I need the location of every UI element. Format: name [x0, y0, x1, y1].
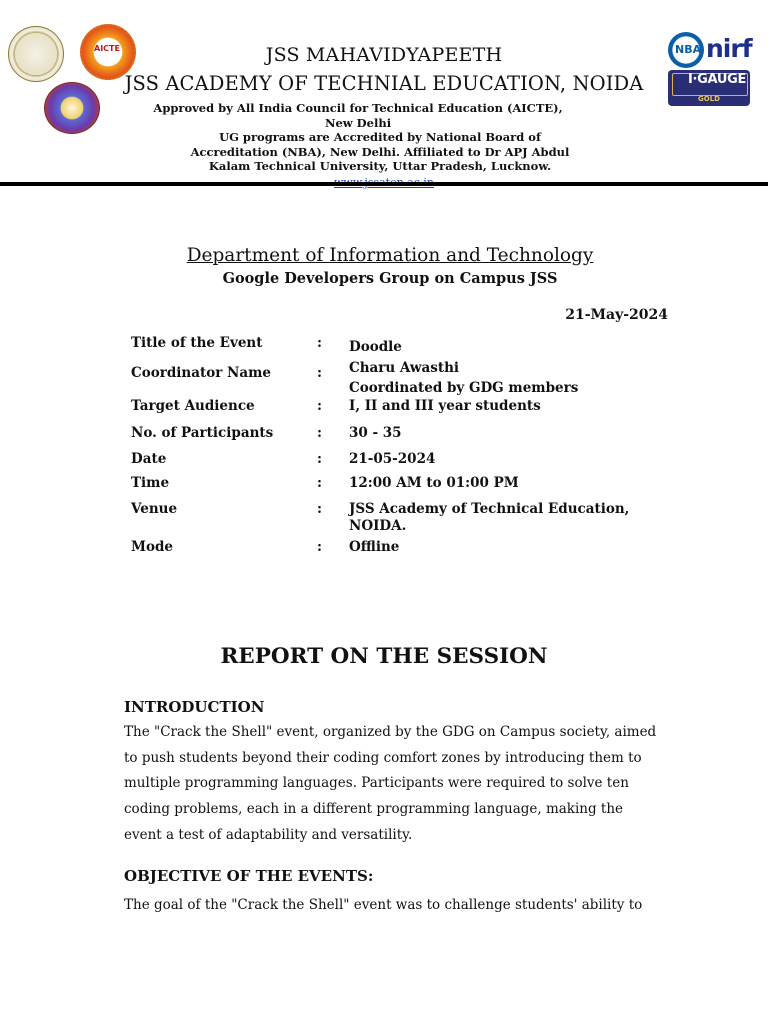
igauge-grade: GOLD: [698, 95, 720, 103]
nirf-logo: nirf: [706, 34, 752, 63]
detail-colon: :: [317, 365, 322, 381]
igauge-logo: [668, 70, 750, 106]
university-emblem-logo: [44, 82, 100, 134]
report-date: 21-May-2024: [565, 307, 668, 323]
jss-noida-logo: [8, 26, 64, 82]
objective-heading: OBJECTIVE OF THE EVENTS:: [124, 867, 374, 885]
detail-label: Time: [131, 475, 170, 491]
detail-value: 12:00 AM to 01:00 PM: [349, 475, 519, 491]
detail-label: Venue: [131, 501, 178, 517]
introduction-heading: INTRODUCTION: [124, 698, 265, 716]
detail-value-secondary: NOIDA.: [349, 518, 407, 534]
detail-colon: :: [317, 425, 322, 441]
detail-label: Mode: [131, 539, 173, 555]
detail-value: I, II and III year students: [349, 398, 541, 414]
detail-colon: :: [317, 475, 322, 491]
detail-colon: :: [317, 335, 322, 351]
college-name: JSS ACADEMY OF TECHNIAL EDUCATION, NOIDA: [124, 72, 644, 95]
approval-note: Approved by All India Council for Technical Education (AICTE), New Delhi: [153, 101, 563, 130]
detail-label: No. of Participants: [131, 425, 274, 441]
detail-label: Coordinator Name: [131, 365, 272, 381]
detail-value: Offline: [349, 539, 400, 555]
objective-paragraph: The goal of the "Crack the Shell" event was to challenge students' ability to: [124, 897, 643, 913]
detail-value: 30 - 35: [349, 425, 402, 441]
detail-colon: :: [317, 501, 322, 517]
igauge-logo-text: I·GAUGE: [688, 72, 747, 87]
aicte-logo-text: AICTE: [94, 44, 120, 53]
detail-value: JSS Academy of Technical Education,: [349, 501, 630, 517]
detail-value: Doodle: [349, 339, 402, 355]
accreditation-note: UG programs are Accredited by National Board of Accreditation (NBA), New Delhi. Affiliated to Dr APJ Abdul Kalam Technical University, Uttar Pradesh, Lucknow.: [190, 130, 570, 173]
detail-value: Charu Awasthi: [349, 360, 460, 376]
detail-colon: :: [317, 398, 322, 414]
department-name: Department of Information and Technology: [186, 245, 594, 266]
detail-label: Date: [131, 451, 167, 467]
detail-label: Title of the Event: [131, 335, 263, 351]
group-name: Google Developers Group on Campus JSS: [222, 270, 558, 287]
report-title: REPORT ON THE SESSION: [220, 644, 548, 669]
detail-colon: :: [317, 451, 322, 467]
detail-value: 21-05-2024: [349, 451, 436, 467]
university-name: JSS MAHAVIDYAPEETH: [265, 44, 503, 66]
detail-value-secondary: Coordinated by GDG members: [349, 380, 579, 396]
nba-logo-text: NBA: [675, 43, 702, 56]
introduction-paragraph: The "Crack the Shell" event, organized by the GDG on Campus society, aimed to push students beyond their coding comfort zones by introducing them to multiple programming languages. Participants were required to solve ten coding problems, each in a different programming language, making the event a test of adaptability and versatility.: [124, 724, 657, 843]
header-divider: [0, 182, 768, 186]
detail-colon: :: [317, 539, 322, 555]
detail-label: Target Audience: [131, 398, 255, 414]
